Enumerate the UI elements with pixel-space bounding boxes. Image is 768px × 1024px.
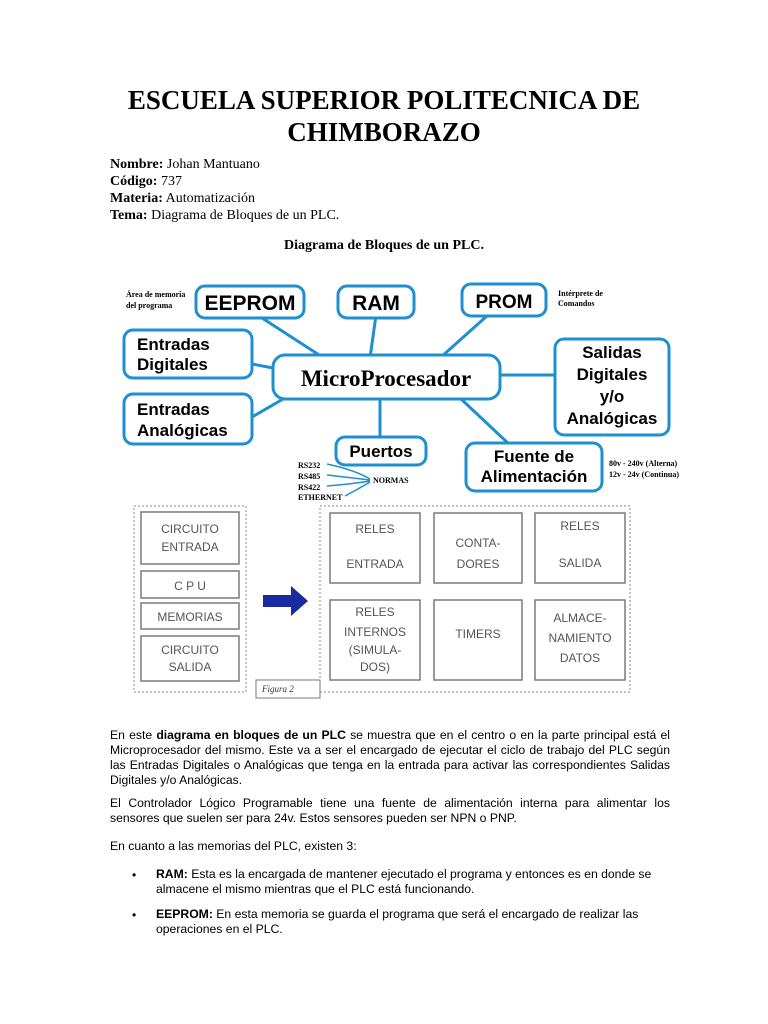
contadores-line1: CONTA- <box>455 536 501 550</box>
microprocesador-label: MicroProcesador <box>300 366 472 391</box>
bullet-2-marker: • <box>132 908 137 922</box>
eeprom-label: EEPROM <box>204 292 296 315</box>
fuente-line2: Alimentación <box>480 467 588 486</box>
almacenamiento-line3: DATOS <box>559 651 601 665</box>
figure-2 <box>134 506 630 698</box>
almacenamiento-line1: ALMACE- <box>553 611 607 625</box>
circuito-salida-line2: SALIDA <box>168 660 212 674</box>
entradas-analogicas-line1: Entradas <box>137 400 210 419</box>
fuente-line1: Fuente de <box>493 447 575 466</box>
area-note-line1: Área de memoria <box>126 290 186 299</box>
tema-row: Tema: Diagrama de Bloques de un PLC. <box>110 208 340 223</box>
rs485-note: RS485 <box>298 472 321 481</box>
puertos-label: Puertos <box>349 442 413 461</box>
bullet-2-text: EEPROM: En esta memoria se guarda el programa que será el encargado de realizar las operaciones en el PLC. <box>156 907 639 936</box>
reles-entrada-line2: ENTRADA <box>346 557 404 571</box>
salidas-line3: y/o <box>599 387 625 406</box>
voltage-note-line1: 80v - 240v (Alterna) <box>609 459 678 468</box>
interprete-note-line2: Comandos <box>558 299 595 308</box>
normas-brace <box>327 464 370 496</box>
salidas-line4: Analógicas <box>566 409 658 428</box>
paragraph-3: En cuanto a las memorias del PLC, existen 3: <box>110 839 357 853</box>
interprete-note-line1: Intérprete de <box>558 289 603 298</box>
ram-label: RAM <box>352 292 400 315</box>
entradas-digitales-line2: Digitales <box>137 355 208 374</box>
reles-internos-line4: DOS) <box>360 660 390 674</box>
codigo-row: Código: 737 <box>110 174 182 189</box>
rs232-note: RS232 <box>298 461 321 470</box>
rs422-note: RS422 <box>298 483 321 492</box>
paragraph-1: En este diagrama en bloques de un PLC se muestra que en el centro o en la parte principal está el Microprocesador del mismo. Este va a ser el encargado de ejecutar el ciclo de trabajo del PLC según las Entradas Digitales o Analógicas que tenga en la entrada para activar las correspondientes Salidas Digitales y/o Analógicas. <box>110 728 670 787</box>
prom-label: PROM <box>475 292 533 313</box>
circuito-entrada-line2: ENTRADA <box>161 540 219 554</box>
arrow-right-icon <box>263 586 308 616</box>
normas-note: NORMAS <box>373 476 409 485</box>
reles-salida-line2: SALIDA <box>558 556 602 570</box>
reles-entrada-line1: RELES <box>355 522 395 536</box>
salidas-line2: Digitales <box>576 365 648 384</box>
circuito-entrada-line1: CIRCUITO <box>161 522 219 536</box>
bullet-1-text: RAM: Esta es la encargada de mantener ejecutado el programa y entonces es en donde se almacene el mismo mientras que el PLC está funcionando. <box>156 867 652 896</box>
reles-internos-line2: INTERNOS <box>343 625 407 639</box>
paragraph-2: El Controlador Lógico Programable tiene una fuente de alimentación interna para alimentar los sensores que suelen ser para 24v. Estos sensores pueden ser NPN o PNP. <box>110 796 670 825</box>
title-line-1: ESCUELA SUPERIOR POLITECNICA DE <box>127 85 641 115</box>
entradas-digitales-line1: Entradas <box>137 335 210 354</box>
reles-internos-line3: (SIMULA- <box>348 643 402 657</box>
materia-row: Materia: Automatización <box>110 191 256 206</box>
circuito-salida-line1: CIRCUITO <box>161 643 219 657</box>
figure-2-label: Figura 2 <box>262 684 294 694</box>
cpu-label: C P U <box>174 579 206 593</box>
contadores-line2: DORES <box>456 557 500 571</box>
diagram-caption: Diagrama de Bloques de un PLC. <box>284 238 484 253</box>
bullet-1-marker: • <box>132 868 137 882</box>
voltage-note-line2: 12v - 24v (Continua) <box>609 470 680 479</box>
ethernet-note: ETHERNET <box>298 493 343 502</box>
almacenamiento-line2: NAMIENTO <box>548 631 612 645</box>
salidas-line1: Salidas <box>582 343 642 362</box>
timers-label: TIMERS <box>455 627 501 641</box>
reles-salida-line1: RELES <box>560 519 600 533</box>
reles-internos-line1: RELES <box>355 605 395 619</box>
entradas-analogicas-line2: Analógicas <box>137 421 228 440</box>
memorias-label: MEMORIAS <box>157 610 223 624</box>
nombre-row: Nombre: Johan Mantuano <box>110 157 260 172</box>
title-line-2: CHIMBORAZO <box>287 117 481 147</box>
area-note-line2: del programa <box>126 301 173 310</box>
